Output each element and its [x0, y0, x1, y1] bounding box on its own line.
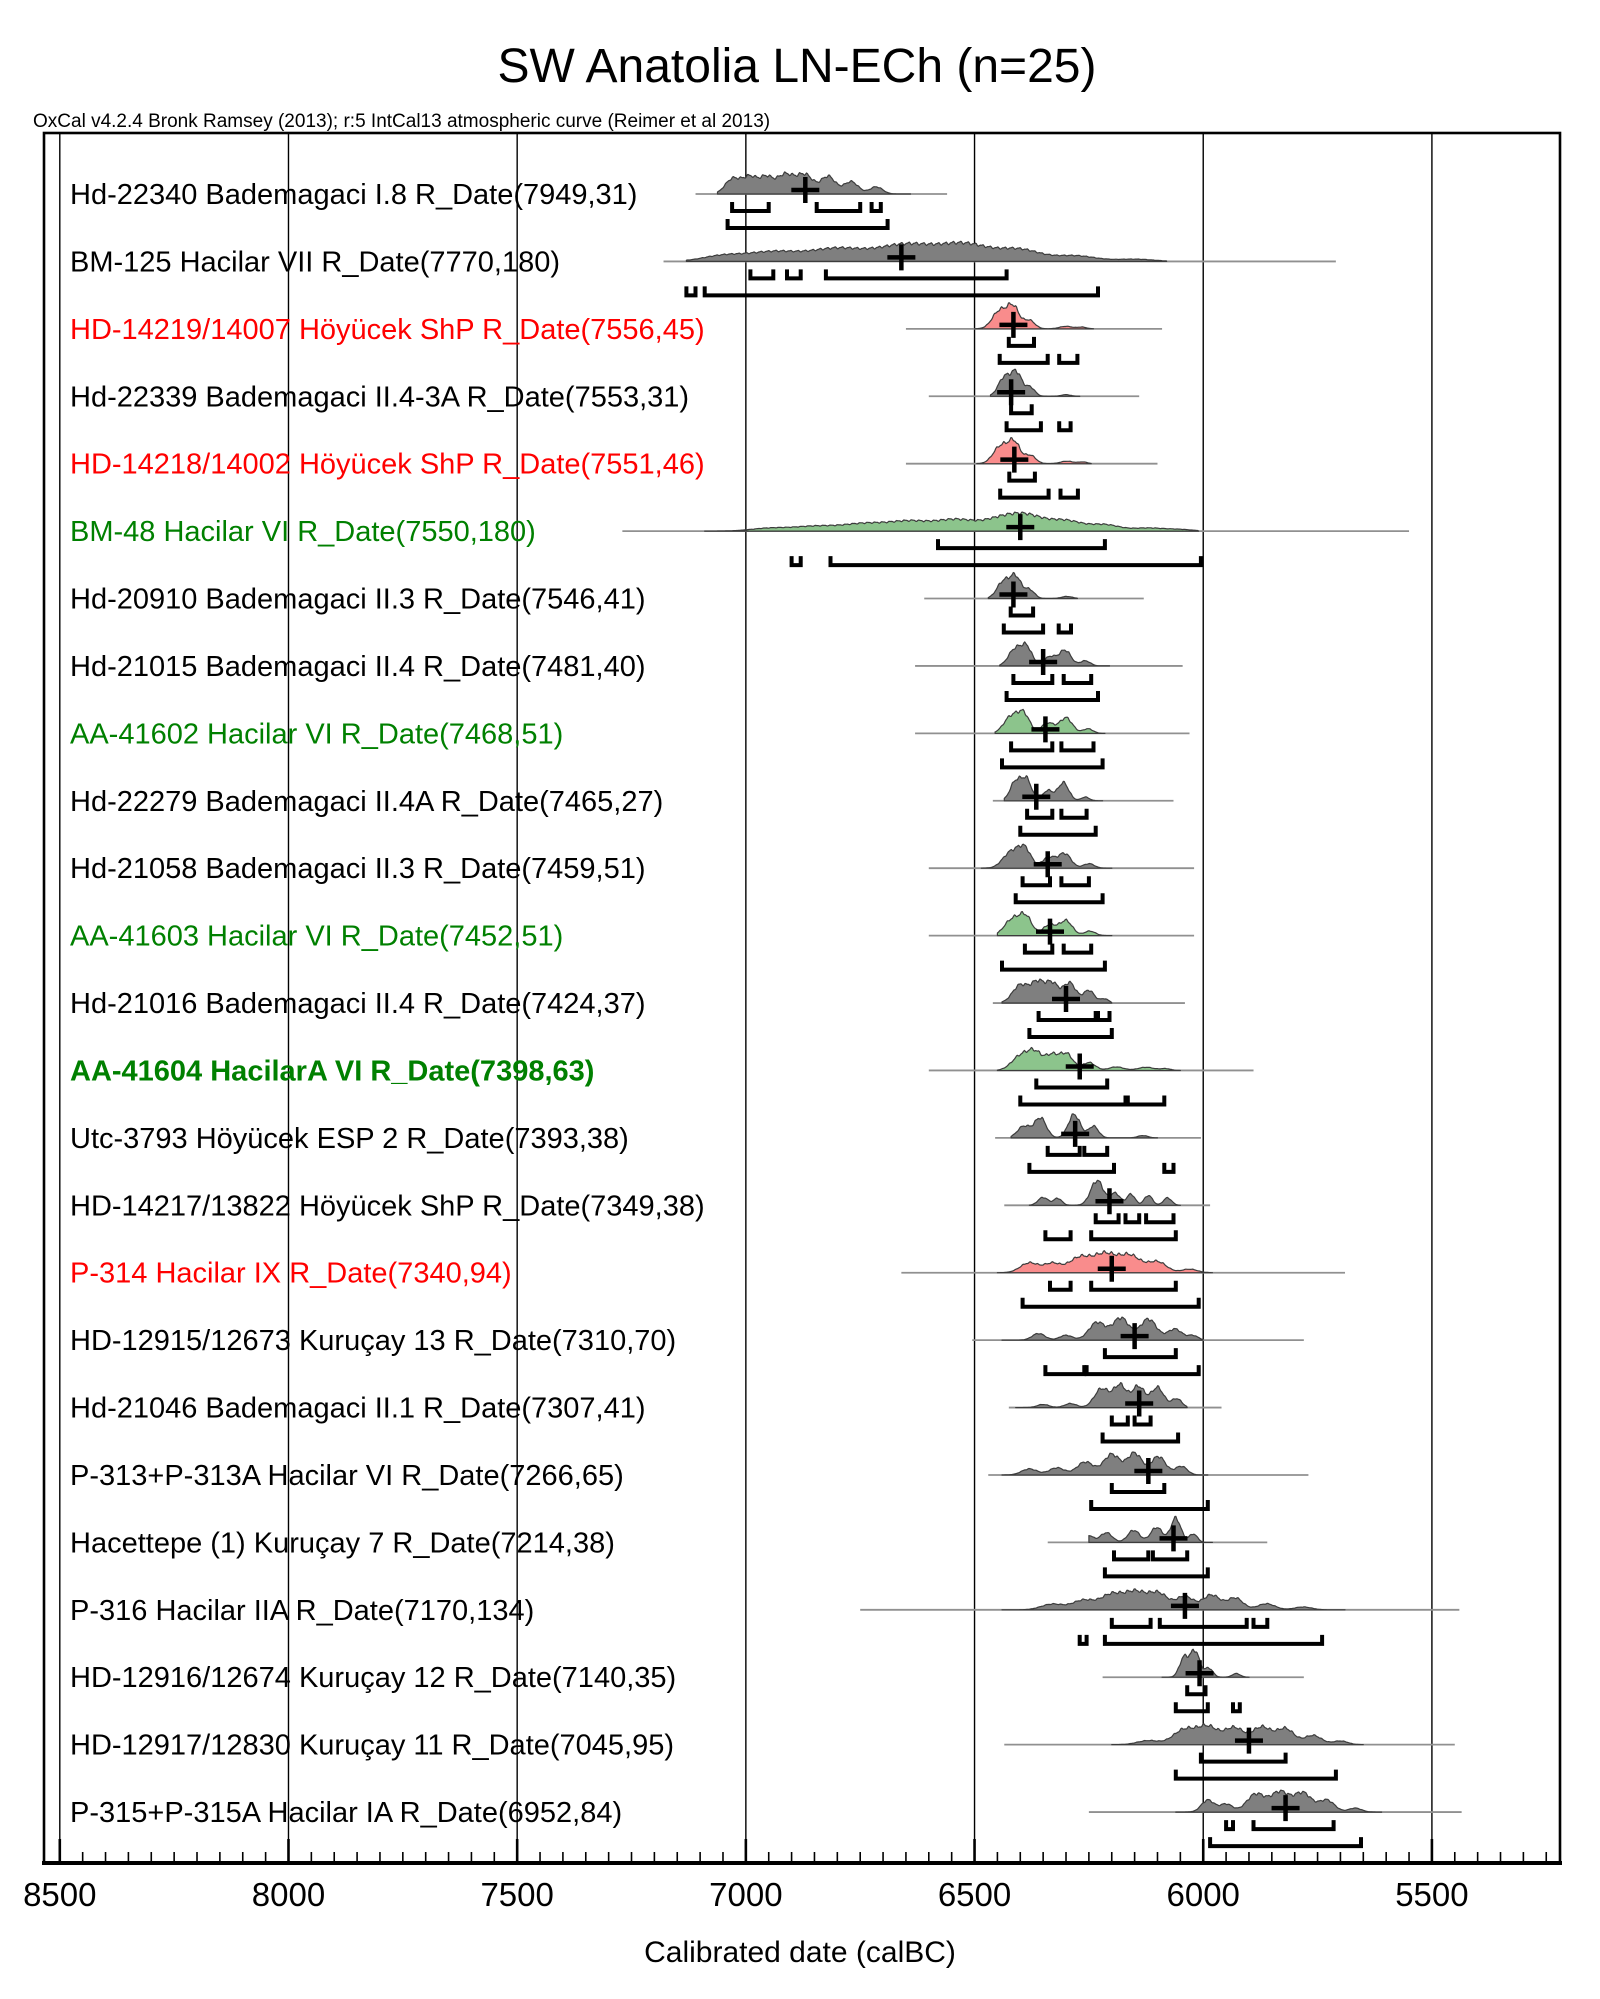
row-label: HD-12917/12830 Kuruçay 11 R_Date(7045,95): [70, 1729, 675, 1762]
range-95-bracket: [1128, 1095, 1165, 1104]
range-95-bracket: [1061, 489, 1078, 498]
mean-marker: [1029, 649, 1057, 675]
range-95-bracket: [686, 286, 695, 295]
distribution-row: [70, 1790, 1462, 1846]
range-68-bracket: [1146, 1213, 1173, 1222]
distribution-row: [70, 303, 1162, 363]
row-label: AA-41602 Hacilar VI R_Date(7468,51): [70, 718, 564, 751]
mean-marker: [1159, 1525, 1187, 1551]
x-tick-label-7500: 7500: [480, 1876, 554, 1913]
row-label: P-313+P-313A Hacilar VI R_Date(7266,65): [70, 1459, 624, 1492]
row-label: HD-12915/12673 Kuruçay 13 R_Date(7310,70): [70, 1325, 677, 1358]
distribution-row: [70, 241, 1336, 295]
range-95-bracket: [728, 219, 888, 228]
range-68-bracket: [1023, 876, 1050, 885]
distribution-row: [70, 1251, 1345, 1307]
row-label: Hd-22279 Bademagaci II.4A R_Date(7465,27): [70, 785, 664, 818]
range-95-bracket: [1016, 893, 1103, 902]
range-95-bracket: [705, 286, 1098, 295]
probability-curve: [705, 512, 1199, 531]
row-label: P-314 Hacilar IX R_Date(7340,94): [70, 1257, 512, 1290]
range-95-bracket: [1045, 1365, 1084, 1374]
probability-curve: [975, 303, 1094, 329]
range-68-bracket: [938, 539, 1105, 548]
distribution-row: [70, 1724, 1455, 1779]
distribution-row: [70, 776, 1173, 835]
range-68-bracket: [1039, 1011, 1096, 1020]
range-95-bracket: [1059, 354, 1077, 363]
range-95-bracket: [1007, 421, 1041, 430]
distribution-row: [70, 172, 947, 228]
range-68-bracket: [1201, 1753, 1286, 1762]
range-95-bracket: [1059, 421, 1070, 430]
distribution-row: [70, 709, 1190, 767]
row-label: AA-41604 HacilarA VI R_Date(7398,63): [70, 1055, 595, 1088]
range-68-bracket: [1009, 337, 1034, 346]
row-label: HD-14218/14002 Höyücek ShP R_Date(7551,46): [70, 448, 705, 481]
mean-marker: [1034, 851, 1062, 877]
x-tick-label-8500: 8500: [23, 1876, 97, 1913]
range-68-bracket: [1254, 1618, 1268, 1627]
range-68-bracket: [1064, 674, 1092, 683]
mean-marker: [1061, 1121, 1089, 1147]
range-95-bracket: [792, 556, 801, 565]
range-68-bracket: [872, 202, 881, 211]
row-label: P-315+P-315A Hacilar IA R_Date(6952,84): [70, 1797, 623, 1830]
distribution-row: [70, 512, 1409, 565]
range-68-bracket: [1061, 809, 1086, 818]
range-68-bracket: [1091, 1281, 1176, 1290]
probability-curve: [1002, 1452, 1208, 1475]
row-label: HD-14219/14007 Höyücek ShP R_Date(7556,45): [70, 313, 705, 346]
range-95-bracket: [1007, 691, 1098, 700]
probability-curve: [686, 241, 1166, 261]
range-68-bracket: [1135, 1416, 1151, 1425]
probability-curve: [1016, 1383, 1187, 1408]
distribution-row: [70, 1516, 1267, 1576]
range-95-bracket: [1059, 624, 1071, 633]
range-68-bracket: [1112, 1618, 1151, 1627]
range-68-bracket: [1112, 1416, 1128, 1425]
row-label: Hd-22340 Bademagaci I.8 R_Date(7949,31): [70, 179, 638, 211]
range-95-bracket: [1000, 354, 1048, 363]
range-95-bracket: [1091, 1500, 1208, 1509]
mean-marker: [1171, 1593, 1199, 1619]
axis-ticks: [60, 1839, 1546, 1863]
range-68-bracket: [1126, 1213, 1140, 1222]
chart-title: SW Anatolia LN-ECh (n=25): [497, 40, 1097, 93]
row-label: Hacettepe (1) Kuruçay 7 R_Date(7214,38): [70, 1527, 615, 1560]
row-label: BM-125 Hacilar VII R_Date(7770,180): [70, 246, 561, 279]
range-95-bracket: [1023, 1298, 1199, 1307]
axis-tick-labels: [23, 1876, 1469, 1913]
range-95-bracket: [1002, 961, 1105, 970]
range-95-bracket: [1045, 1230, 1070, 1239]
distribution-row: [70, 844, 1194, 902]
distribution-row: [70, 642, 1183, 700]
range-68-bracket: [1153, 1550, 1187, 1559]
distribution-rows: [70, 172, 1462, 1846]
range-95-bracket: [1000, 489, 1048, 498]
range-68-bracket: [1013, 674, 1052, 683]
distribution-row: [70, 1589, 1459, 1644]
x-tick-label-7000: 7000: [709, 1876, 783, 1913]
x-tick-label-6500: 6500: [937, 1876, 1012, 1913]
row-label: Hd-21016 Bademagaci II.4 R_Date(7424,37): [70, 988, 646, 1021]
range-95-bracket: [1105, 1635, 1322, 1644]
range-95-bracket: [1029, 1163, 1114, 1172]
range-68-bracket: [1050, 1281, 1071, 1290]
range-68-bracket: [1048, 1146, 1080, 1155]
range-68-bracket: [732, 202, 769, 211]
range-68-bracket: [1084, 1146, 1107, 1155]
distribution-row: [70, 1180, 1210, 1239]
row-label: Hd-21015 Bademagaci II.4 R_Date(7481,40): [70, 650, 646, 683]
row-label: P-316 Hacilar IIA R_Date(7170,134): [70, 1594, 535, 1627]
row-label: Utc-3793 Höyücek ESP 2 R_Date(7393,38): [70, 1122, 629, 1155]
oxcal-attribution: OxCal v4.2.4 Bronk Ramsey (2013); r:5 IntCal13 atmospheric curve (Reimer et al 2013): [33, 111, 771, 132]
range-68-bracket: [1254, 1820, 1334, 1829]
range-68-bracket: [1114, 1550, 1148, 1559]
row-label: Hd-22339 Bademagaci II.4-3A R_Date(7553,31): [70, 381, 690, 414]
distribution-row: [70, 573, 1144, 633]
range-95-bracket: [1020, 826, 1095, 835]
range-68-bracket: [1011, 404, 1032, 413]
distribution-row: [70, 1452, 1308, 1509]
range-95-bracket: [1080, 1635, 1087, 1644]
range-95-bracket: [1091, 1230, 1176, 1239]
range-68-bracket: [1096, 1213, 1119, 1222]
distribution-row: [70, 1383, 1222, 1442]
range-68-bracket: [1226, 1820, 1233, 1829]
distribution-row: [70, 912, 1194, 970]
range-68-bracket: [817, 202, 861, 211]
range-68-bracket: [1027, 809, 1052, 818]
range-68-bracket: [787, 269, 801, 278]
range-68-bracket: [1098, 1011, 1110, 1020]
distribution-row: [70, 438, 1157, 498]
range-95-bracket: [1105, 1567, 1208, 1576]
distribution-row: [70, 1048, 1254, 1105]
range-95-bracket: [1164, 1163, 1173, 1172]
x-tick-label-6000: 6000: [1166, 1876, 1240, 1913]
range-68-bracket: [1025, 944, 1052, 953]
range-68-bracket: [826, 269, 1007, 278]
x-axis-title: Calibrated date (calBC): [644, 1936, 956, 1969]
distribution-row: [70, 1317, 1304, 1374]
range-68-bracket: [1011, 607, 1033, 616]
probability-curve: [1002, 1317, 1203, 1340]
x-tick-label-5500: 5500: [1395, 1876, 1469, 1913]
range-68-bracket: [1112, 1483, 1165, 1492]
range-95-bracket: [1210, 1837, 1361, 1846]
distribution-row: [70, 1649, 1304, 1711]
range-68-bracket: [1061, 876, 1089, 885]
range-68-bracket: [1036, 1078, 1107, 1087]
range-68-bracket: [1011, 741, 1052, 750]
range-95-bracket: [1002, 758, 1103, 767]
row-label: BM-48 Hacilar VI R_Date(7550,180): [70, 516, 536, 549]
range-68-bracket: [1105, 1348, 1176, 1357]
row-label: Hd-20910 Bademagaci II.3 R_Date(7546,41): [70, 583, 646, 616]
row-label: HD-14217/13822 Höyücek ShP R_Date(7349,38): [70, 1190, 705, 1223]
distribution-row: [70, 979, 1185, 1037]
row-label: AA-41603 Hacilar VI R_Date(7452,51): [70, 920, 564, 953]
range-95-bracket: [1004, 624, 1043, 633]
row-label: Hd-21058 Bademagaci II.3 R_Date(7459,51): [70, 853, 646, 886]
range-68-bracket: [1061, 741, 1093, 750]
row-label: HD-12916/12674 Kuruçay 12 R_Date(7140,35): [70, 1662, 677, 1695]
probability-curve: [1004, 776, 1102, 801]
range-95-bracket: [1087, 1365, 1199, 1374]
range-95-bracket: [1020, 1095, 1125, 1104]
probability-curve: [1089, 1516, 1213, 1542]
x-tick-label-8000: 8000: [251, 1876, 326, 1913]
row-label: Hd-21046 Bademagaci II.1 R_Date(7307,41): [70, 1392, 646, 1425]
mean-marker: [1031, 716, 1059, 742]
distribution-row: [70, 369, 1139, 430]
probability-curve: [977, 438, 1091, 464]
range-68-bracket: [750, 269, 773, 278]
range-95-bracket: [1233, 1702, 1240, 1711]
range-95-bracket: [1103, 1433, 1179, 1442]
range-95-bracket: [831, 556, 1201, 565]
range-68-bracket: [1009, 472, 1035, 481]
range-95-bracket: [1029, 1028, 1111, 1037]
distribution-row: [70, 1114, 1201, 1172]
range-68-bracket: [1064, 944, 1092, 953]
range-95-bracket: [1176, 1770, 1336, 1779]
